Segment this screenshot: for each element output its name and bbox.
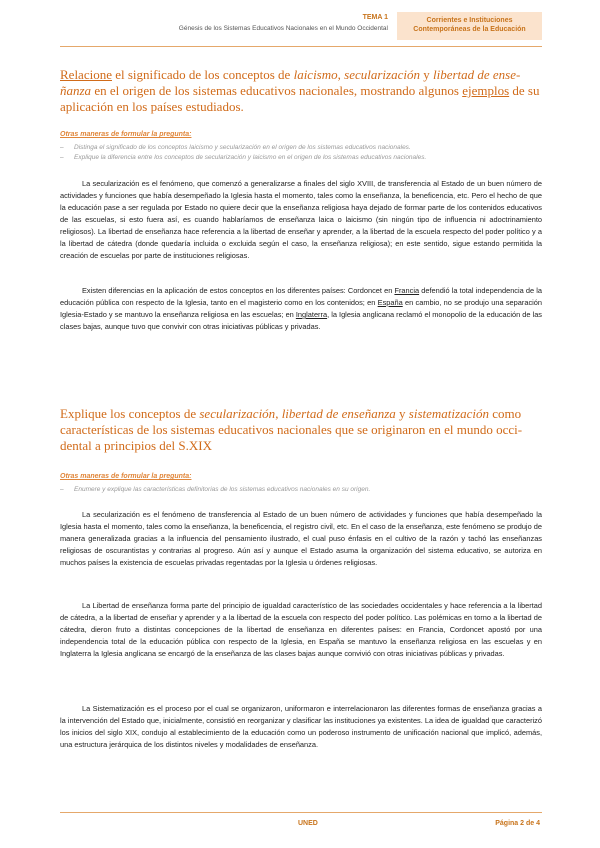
q1-ejemplos: ejemplos — [462, 83, 510, 98]
list-item: – Enumere y explique las características definitorias de los sistemas educativos nacionales en su origen. — [60, 485, 542, 495]
q1-paragraph-2 — [60, 285, 542, 333]
q2-paragraph-3: La Sistematización es el proceso por el cual se organizaron, uniformaron e interrelacionaron las diferentes formas de enseñanza gracias a la intervención del Estado que, inicialmente, consistió en reorganizar y clasificar las instituciones ya existentes. La idea de igualdad que caracterizó los inicios del siglo XIX, condujo al establecimiento de la educación como un poderoso instrumento de unificación nacional que implicó, además, una estructura jerárquica de los distintos niveles y modalidades de enseñanza. — [60, 704, 542, 749]
q1-p2-espana: España — [377, 298, 403, 307]
q1-p2-text-b: defendió la total independencia de la educación pública con respecto de la Iglesia, tanto en el magisterio como en los contenidos; en — [60, 286, 542, 307]
q2-text-3: como características de los sistemas educativos nacionales que se originaron en el mundo occi-dental a principios del S.XIX — [60, 406, 523, 453]
footer-rule — [60, 812, 542, 813]
q2-secularizacion: secularización — [199, 406, 276, 421]
question-2 — [60, 406, 542, 454]
header-rule — [60, 46, 542, 47]
q2-paragraph-1: La secularización es el fenómeno de transferencia al Estado de un buen número de actividades y funciones que había desempeñado la Iglesia hasta el momento, tales como la enseñanza, la beneficencia, el registro civil, etc. En el caso de la enseñanza, este fenómeno se produjo de manera generalizada gracias a la influencia del pensamiento ilustrado, el cual puso énfasis en el cultivo de la razón y tachó las enseñanzas religiosas de oscurantistas y contrarias al progreso. Aún así y aunque el Estado asuma la organización del sistema educativo, se autoriza en muchos países la existencia de escuelas privadas regentadas por la Iglesia u órdenes religiosas. — [60, 510, 542, 567]
q1-relacione: Relacione — [60, 67, 112, 82]
q2-paragraph-2: La Libertad de enseñanza forma parte del principio de igualdad característico de las sociedades occidentales y hace referencia a la libertad de cátedra, a la libertad de enseñar y aprender y a la libertad de la escuela con respecto del poder político. Las polémicas en torno a la libertad de cátedra, dieron fruto a distintas concepciones de la libertad de enseñanza en diferentes países: en Francia, Cordoncet apostó por una independencia total de la educación pública con respecto de la Iglesia, en España se mantuvo la enseñanza religiosa en las escuelas y en Inglaterra la Iglesia anglicana se encargó de la enseñanza de las clases bajas aunque convivió con otras iniciativas públicas y privadas. — [60, 601, 542, 658]
q1-secularizacion: secularización — [344, 67, 420, 82]
q2-text-1: Explique los conceptos de — [60, 406, 200, 421]
header-course-line2: Contemporáneas de la Educación — [413, 26, 526, 33]
q1-text-4: de su aplicación en los países estudiados. — [60, 83, 540, 114]
q1-p2-text-a: Existen diferencias en la aplicación de estos conceptos en los diferentes países: Cordoncet en — [82, 286, 395, 295]
q1-p2-text-c: en cambio, no se produjo una separación Iglesia-Estado y se mantuvo la enseñanza religiosa en las escuelas; en — [60, 298, 542, 319]
list-item: – Explique la diferencia entre los conceptos de secularización y laicismo en el origen de los sistemas educativos nacionales. — [60, 153, 542, 163]
question-1 — [60, 67, 542, 115]
footer-page-number: Página 2 de 4 — [495, 820, 540, 827]
q2-otras-label: Otras maneras de formular la pregunta: — [60, 473, 192, 480]
q1-text-3: en el origen de los sistemas educativos nacionales, mostrando algunos — [91, 83, 463, 98]
q1-comma: , — [337, 67, 345, 82]
q2-libertad: libertad de enseñanza — [281, 406, 396, 421]
q1-text-2: y — [419, 67, 433, 82]
q1-laicismo: laicismo — [293, 67, 338, 82]
q1-text-1: el significado de los conceptos de — [111, 67, 294, 82]
q1-otras-list — [60, 143, 542, 163]
q1-otras-label: Otras maneras de formular la pregunta: — [60, 131, 192, 138]
header-subtitle: Génesis de los Sistemas Educativos Nacionales en el Mundo Occidental — [178, 25, 388, 32]
header-course-box — [397, 12, 542, 40]
list-item: – Distinga el significado de los conceptos laicismo y secularización en el origen de los sistemas educativos nacionales. — [60, 143, 542, 153]
page-header — [0, 12, 600, 42]
q1-libertad: libertad de ense-ñanza — [60, 67, 521, 98]
header-tema: TEMA 1 — [362, 14, 388, 21]
q2-text-2: y — [395, 406, 409, 421]
q2-otras-list — [60, 485, 542, 495]
q1-p2-francia: Francia — [394, 286, 420, 295]
q2-comma: , — [275, 406, 282, 421]
footer-uned: UNED — [298, 820, 318, 827]
q1-p2-inglaterra: Inglaterra — [295, 310, 328, 319]
header-course-line1: Corrientes e Instituciones — [426, 17, 513, 24]
q1-paragraph-1: La secularización es el fenómeno, que comenzó a generalizarse a finales del siglo XVIII, de transferencia al Estado de un buen número de actividades y funciones que había desempeñado la Iglesia hasta el momento, tales como la enseñanza, la beneficencia, etc. Pero el hecho de que la educación pase a ser regulada por Estado no quiere decir que la enseñanza religiosa haya dejado de formar parte de los contenidos educativos de las escuelas, si esto fuera así, es cuando hablaríamos de enseñanza laica o laicismo (sin ningún tipo de influencia ni adoctrinamiento religiosos). La libertad de enseñanza hace referencia a la libertad de enseñar y aprender, a la libertad de la escuela respecto del poder político y a la libertad de cátedra (donde quedaría incluida o excluida según el caso, la enseñanza religiosa); en este sentido, sigue estando permitida la creación de escuelas por parte de instituciones religiosas. — [60, 179, 542, 260]
q1-p2-text-d: , la Iglesia anglicana reclamó el monopolio de la educación de las clases bajas, aunque tuvo que convivir con otras iniciativas públicas y privadas. — [60, 310, 542, 331]
q2-sistematizacion: sistematización — [408, 406, 489, 421]
